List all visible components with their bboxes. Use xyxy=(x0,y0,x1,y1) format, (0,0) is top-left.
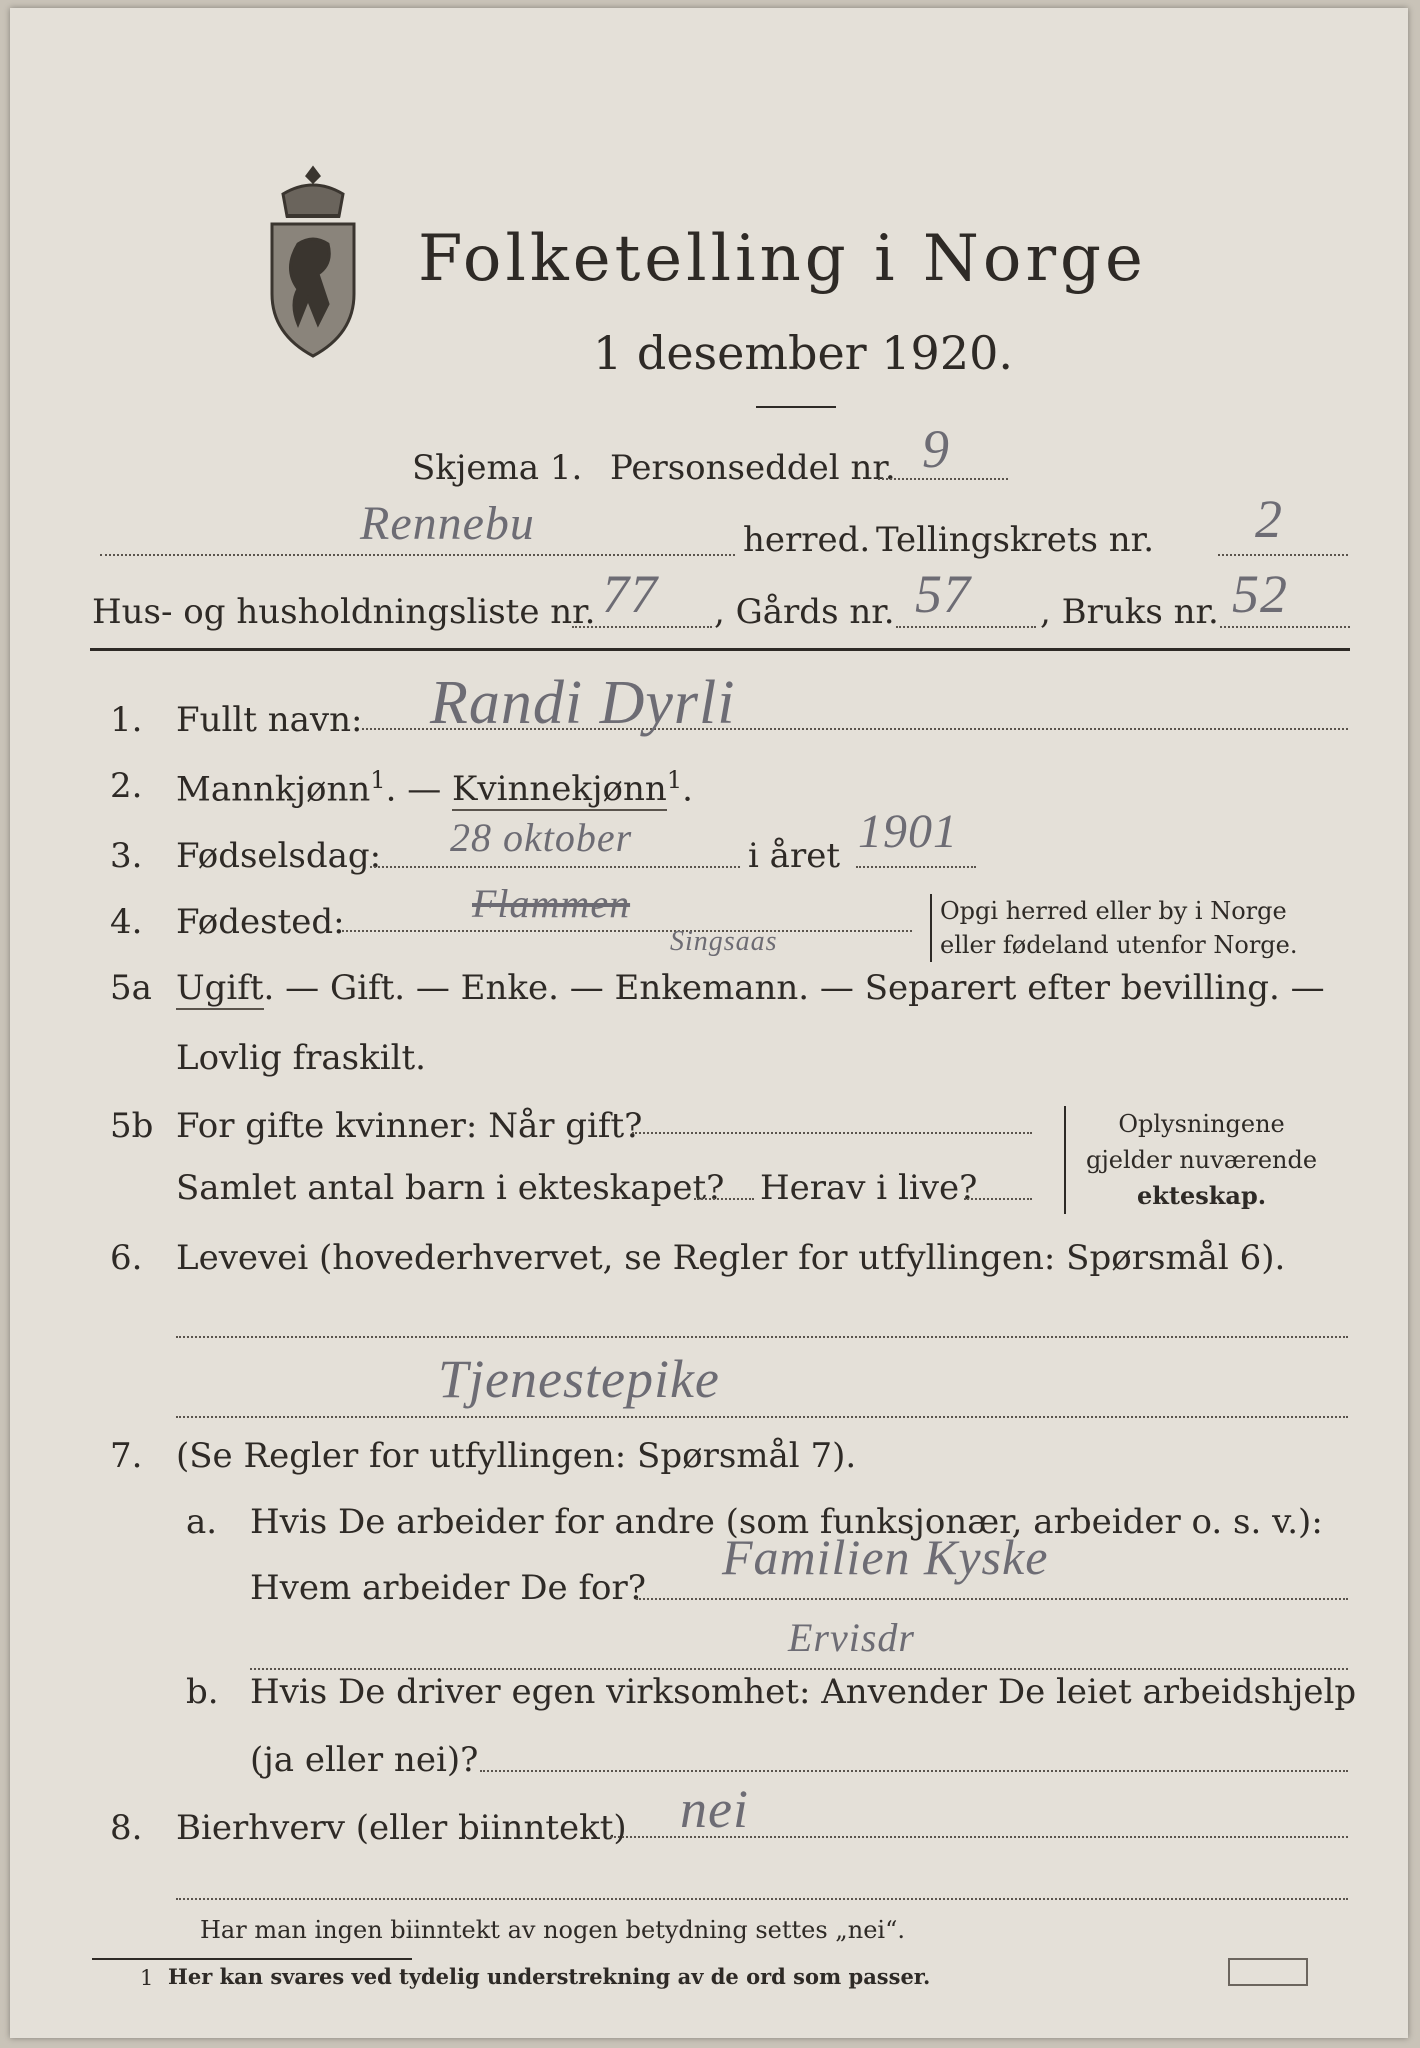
hus-label: Hus- og husholdningsliste nr. xyxy=(92,592,596,632)
children-count-field[interactable] xyxy=(694,1198,754,1200)
q6-number: 6. xyxy=(110,1238,143,1278)
q1-number: 1. xyxy=(110,700,143,740)
footnote-text: Her kan svares ved tydelig understrekning av de ord som passer. xyxy=(168,1964,931,1989)
header-rule xyxy=(90,648,1350,651)
form-title: Folketelling i Norge xyxy=(418,222,1147,296)
title-divider xyxy=(756,406,836,408)
q5a-number: 5a xyxy=(110,968,152,1008)
tellingskrets-value: 2 xyxy=(1255,489,1283,549)
q3-label: Fødselsdag: xyxy=(176,836,382,876)
herred-field[interactable] xyxy=(100,554,735,556)
option-mannkjonn[interactable]: Mannkjønn xyxy=(176,769,371,810)
q5b-alive-label: Herav i live? xyxy=(760,1168,978,1208)
employer-field-line2[interactable] xyxy=(250,1668,1348,1670)
q8-number: 8. xyxy=(110,1808,143,1848)
q5b-note: Oplysningene gjelder nuværende ekteskap. xyxy=(1064,1106,1317,1214)
q4-number: 4. xyxy=(110,902,143,942)
option-kvinnekjonn-underlined[interactable]: Kvinnekjønn xyxy=(452,769,667,810)
q2-number: 2. xyxy=(110,766,143,806)
q1-label: Fullt navn: xyxy=(176,700,363,740)
birthplace-field[interactable] xyxy=(342,930,912,932)
side-income-value: nei xyxy=(680,1779,749,1839)
side-income-field-line2[interactable] xyxy=(176,1898,1348,1900)
option-ugift-underlined[interactable]: Ugift xyxy=(176,968,264,1008)
employer-field-line1[interactable] xyxy=(636,1598,1348,1600)
q5b-line1: For gifte kvinner: Når gift? xyxy=(176,1106,643,1146)
hus-field[interactable] xyxy=(572,626,712,628)
q4-label: Fødested: xyxy=(176,902,345,942)
census-form-sheet xyxy=(10,8,1408,2038)
personseddel-value: 9 xyxy=(922,419,950,479)
birth-year-field[interactable] xyxy=(856,866,976,868)
q7b-text: Hvis De driver egen virksomhet: Anvender De leiet arbeidshjelp xyxy=(250,1672,1357,1712)
footnote-number: 1 xyxy=(140,1966,154,1990)
personseddel-label: Personseddel nr. xyxy=(610,448,896,488)
q7-number: 7. xyxy=(110,1436,143,1476)
hus-value: 77 xyxy=(602,564,658,624)
bruks-value: 52 xyxy=(1232,564,1288,624)
q3-year-label: i året xyxy=(748,836,840,876)
q4-note: Opgi herred eller by i Norge eller fødeland utenfor Norge. xyxy=(930,894,1298,962)
q7a-letter: a. xyxy=(186,1502,218,1542)
birthday-field[interactable] xyxy=(370,866,740,868)
footnote-rule xyxy=(92,1958,412,1960)
birthday-value: 28 oktober xyxy=(450,815,633,860)
skjema-label: Skjema 1. xyxy=(412,448,583,488)
q7b-letter: b. xyxy=(186,1672,219,1712)
form-date: 1 desember 1920. xyxy=(593,326,1013,380)
q5a-line2[interactable]: Lovlig fraskilt. xyxy=(176,1038,426,1078)
q8-label: Bierhverv (eller biinntekt) xyxy=(176,1808,627,1848)
occupation-field-line1[interactable] xyxy=(176,1336,1348,1338)
q5b-number: 5b xyxy=(110,1106,154,1146)
printer-stamp xyxy=(1228,1958,1308,1986)
birthplace-struck-value: Flammen xyxy=(472,881,631,926)
q7a-employer-label: Hvem arbeider De for? xyxy=(250,1568,646,1608)
herred-label: herred. xyxy=(743,520,871,560)
q5a-civil-status-options: Ugift. — Gift. — Enke. — Enkemann. — Separert efter bevilling. — xyxy=(176,968,1325,1008)
children-alive-field[interactable] xyxy=(964,1198,1032,1200)
gards-field[interactable] xyxy=(896,626,1036,628)
q7b-sub-label: (ja eller nei)? xyxy=(250,1740,479,1780)
birthplace-value: Singsaas xyxy=(670,926,778,957)
q7-label: (Se Regler for utfyllingen: Spørsmål 7). xyxy=(176,1436,857,1476)
footer-note: Har man ingen biinntekt av nogen betydning settes „nei“. xyxy=(200,1916,905,1944)
employer-value-line2: Ervisdr xyxy=(788,1615,915,1660)
tellingskrets-label: Tellingskrets nr. xyxy=(876,520,1155,560)
bruks-field[interactable] xyxy=(1220,626,1350,628)
bruks-label: , Bruks nr. xyxy=(1040,592,1219,632)
q3-number: 3. xyxy=(110,836,143,876)
q6-label: Levevei (hovederhvervet, se Regler for utfyllingen: Spørsmål 6). xyxy=(176,1238,1286,1278)
occupation-field-line2[interactable] xyxy=(176,1416,1348,1418)
birth-year-value: 1901 xyxy=(858,805,958,858)
when-married-field[interactable] xyxy=(632,1132,1032,1134)
q5b-children-label: Samlet antal barn i ekteskapet? xyxy=(176,1168,725,1208)
coat-of-arms-icon xyxy=(258,164,368,364)
occupation-value: Tjenestepike xyxy=(438,1349,720,1409)
tellingskrets-field[interactable] xyxy=(1218,554,1348,556)
q7a-text: Hvis De arbeider for andre (som funksjonær, arbeider o. s. v.): xyxy=(250,1502,1323,1542)
full-name-value: Randi Dyrli xyxy=(430,669,736,737)
hired-help-field[interactable] xyxy=(480,1770,1348,1772)
gards-label: , Gårds nr. xyxy=(714,592,895,632)
q2-sex-options: Mannkjønn$^1$. — Kvinnekjønn$^1$. xyxy=(176,766,693,810)
herred-value: Rennebu xyxy=(360,497,535,550)
employer-value: Familien Kyske xyxy=(722,1529,1049,1585)
gards-value: 57 xyxy=(915,564,971,624)
